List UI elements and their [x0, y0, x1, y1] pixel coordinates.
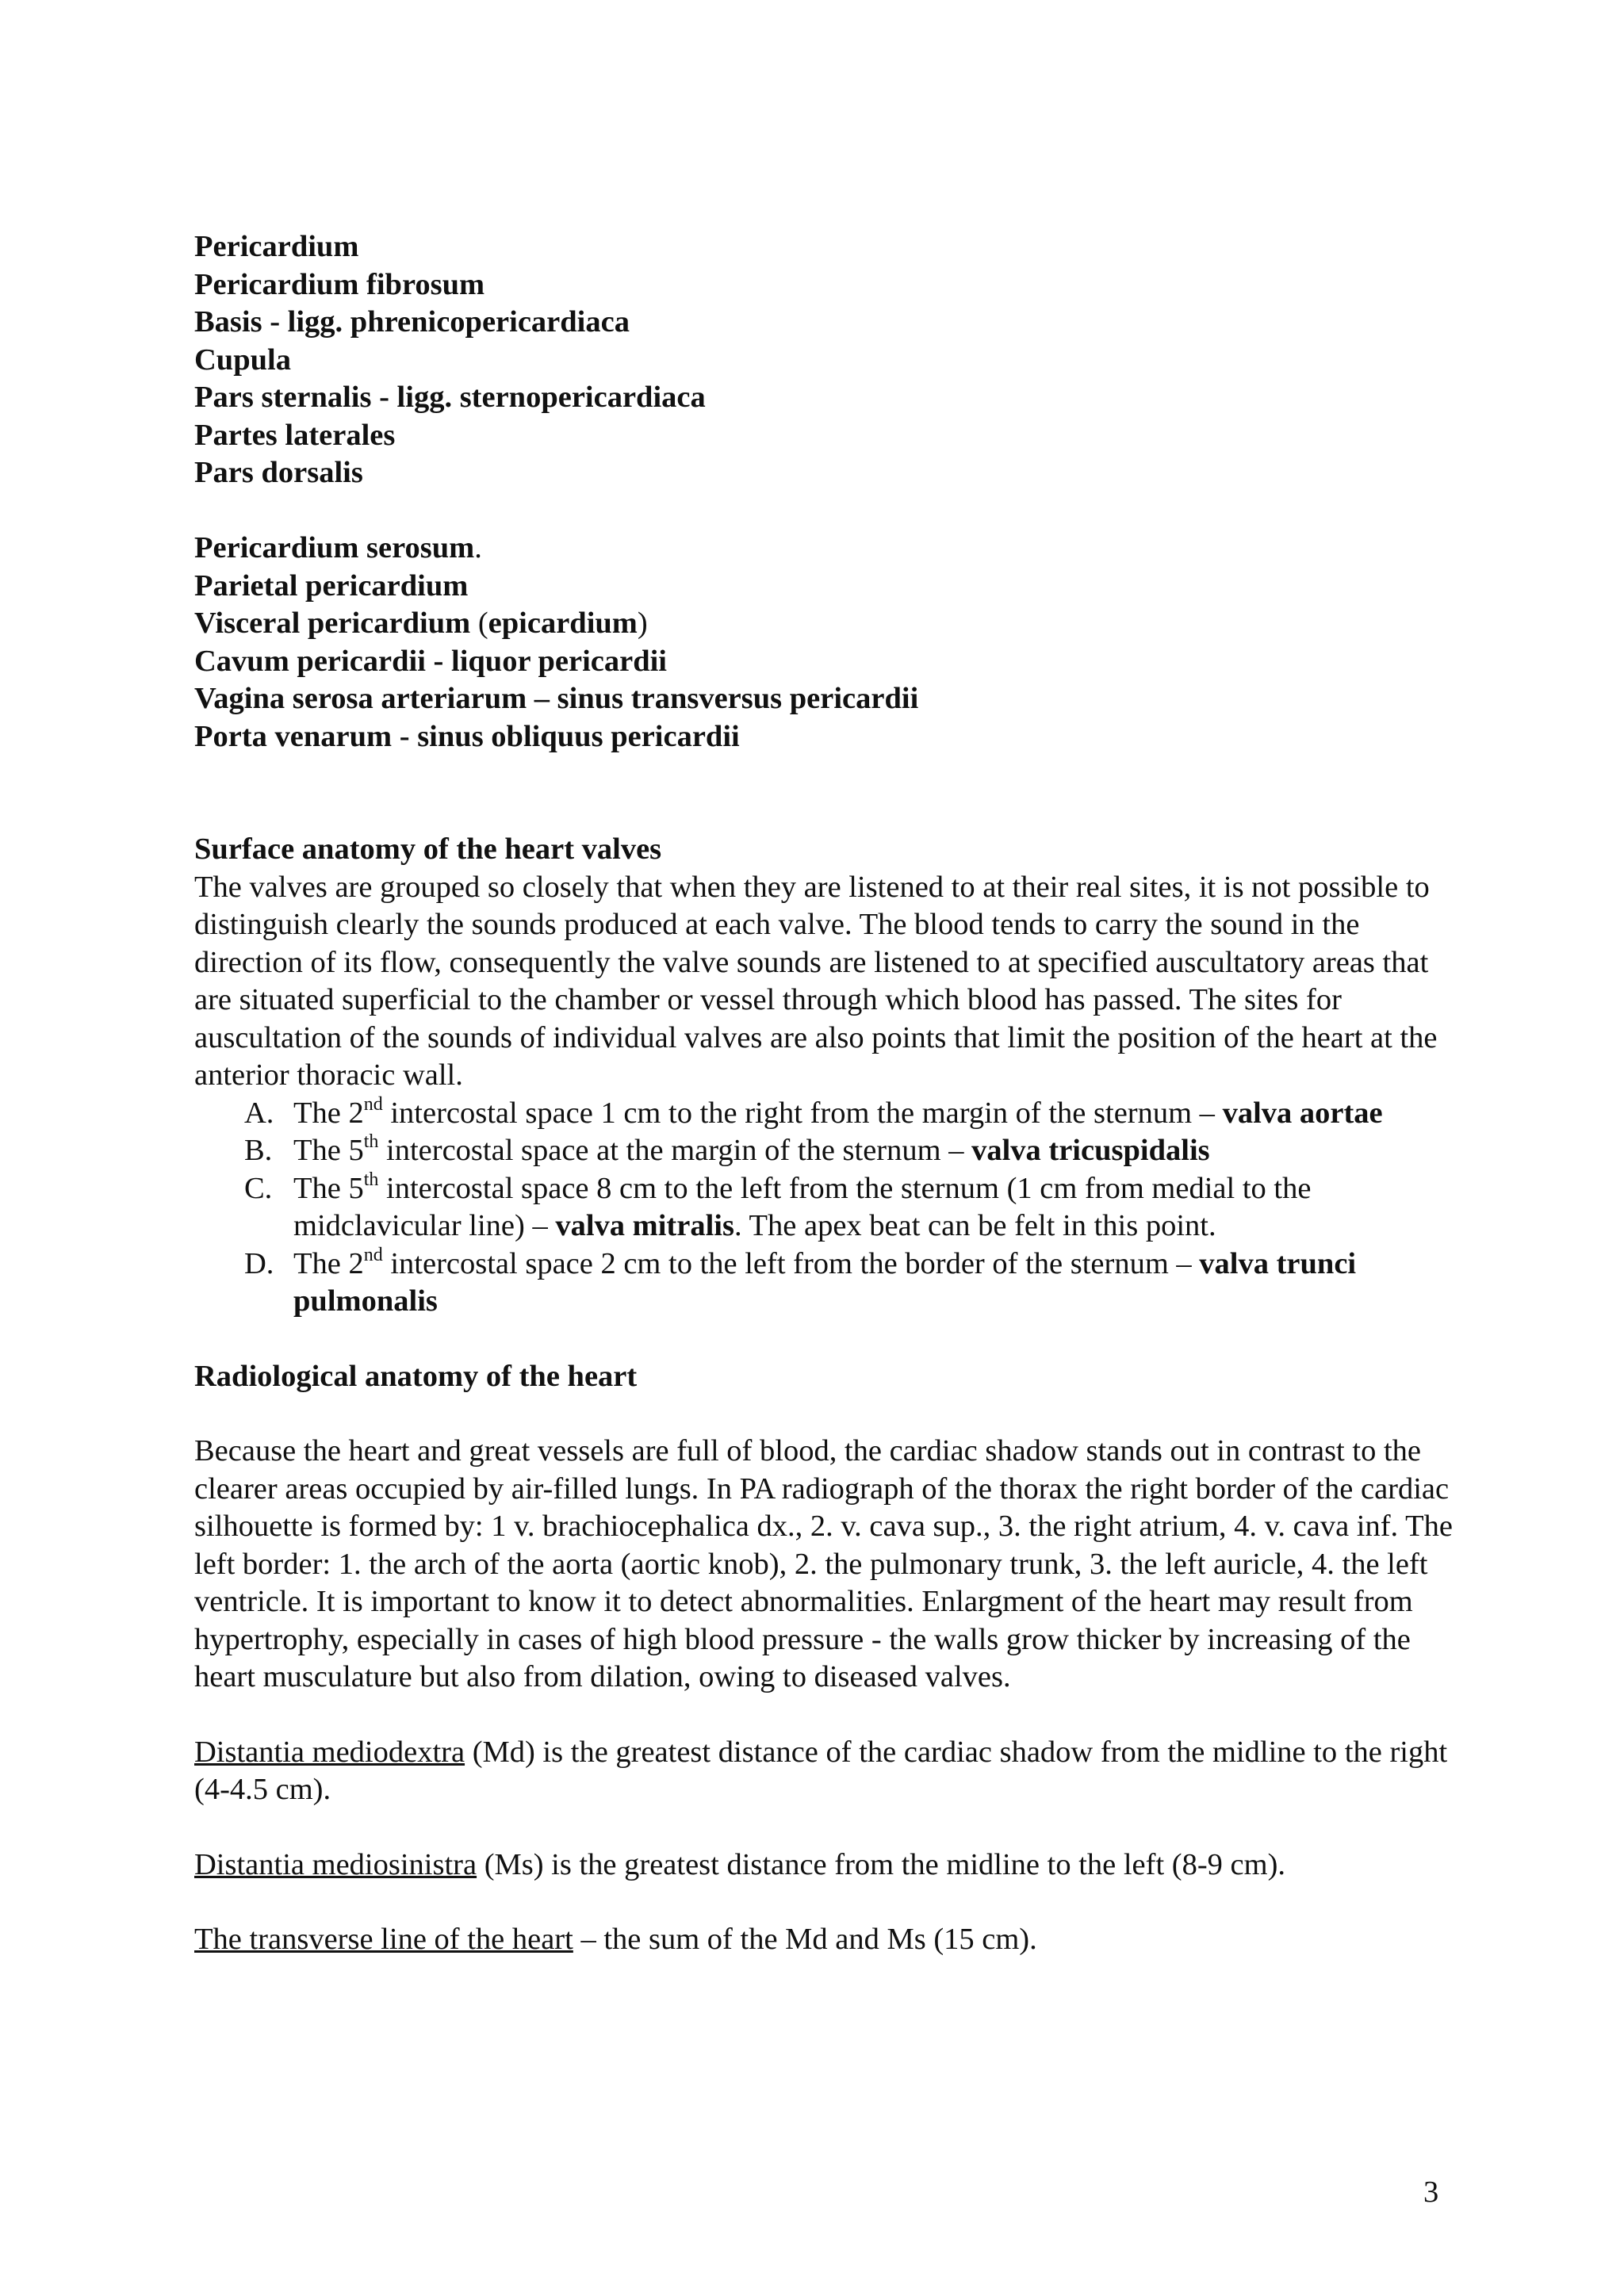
transverse-line-text: – the sum of the Md and Ms (15 cm).	[573, 1923, 1037, 1956]
ms-text: (Ms) is the greatest distance from the midline to the left (8-9 cm).	[477, 1847, 1286, 1881]
valve-list	[194, 1095, 1455, 1321]
visceral-pericardium: Visceral pericardium	[194, 607, 471, 640]
list-marker: C.	[244, 1171, 273, 1205]
serosum-item: Porta venarum - sinus obliquus pericardii	[194, 719, 740, 753]
transverse-line-term: The transverse line of the heart	[194, 1923, 573, 1956]
radiological-paragraph: Because the heart and great vessels are full of blood, the cardiac shadow stands out in contrast to the clearer areas occupied by air-filled lungs. In PA radiograph of the thorax the right border of the cardiac silhouette is formed by: 1 v. brachiocephalica dx., 2. v. cava sup., 3. the right atrium, 4. v. cava inf. The left border: 1. the arch of the aorta (aortic knob), 2. the pulmonary trunk, 3. the left auricle, 4. the left ventricle. It is important to know it to detect abnormalities. Enlargment of the heart may result from hypertrophy, especially in cases of high blood pressure - the walls grow thicker by increasing of the heart musculature but also from dilation, owing to diseased valves.	[194, 1434, 1453, 1693]
ordinal-suffix: nd	[363, 1093, 383, 1115]
item-text: intercostal space at the margin of the sternum –	[378, 1134, 972, 1167]
item-text: intercostal space 1 cm to the right from the margin of the sternum –	[382, 1096, 1223, 1130]
fibrosum-item: Cupula	[194, 342, 291, 377]
radiological-anatomy-section	[194, 1358, 1455, 1959]
md-paragraph	[194, 1734, 1455, 1809]
page-content	[194, 228, 1455, 1959]
ms-paragraph	[194, 1846, 1455, 1885]
valve-list-item	[194, 1095, 1455, 1133]
serosum-period: .	[474, 531, 482, 564]
fibrosum-item: Partes laterales	[194, 418, 396, 452]
serosum-item: Vagina serosa arteriarum – sinus transversus pericardii	[194, 682, 919, 715]
valve-list-item	[194, 1170, 1455, 1246]
valve-name: valva aortae	[1222, 1096, 1383, 1130]
list-marker: A.	[244, 1096, 274, 1130]
item-text: . The apex beat can be felt in this point.	[733, 1209, 1216, 1242]
pericardium-section	[194, 228, 1455, 492]
fibrosum-item: Pars sternalis - ligg. sternopericardiaca	[194, 381, 706, 414]
surface-anatomy-section	[194, 831, 1455, 1321]
surface-anatomy-heading: Surface anatomy of the heart valves	[194, 832, 662, 866]
pericardium-serosum-title: Pericardium serosum	[194, 531, 475, 564]
valve-name: valva trunci pulmonalis	[293, 1246, 1357, 1318]
pericardium-fibrosum-title: Pericardium fibrosum	[194, 267, 485, 301]
transverse-line-paragraph	[194, 1921, 1455, 1959]
parietal-pericardium: Parietal pericardium	[194, 568, 469, 603]
md-term: Distantia mediodextra	[194, 1735, 465, 1769]
fibrosum-item: Pars dorsalis	[194, 456, 363, 489]
surface-anatomy-paragraph: The valves are grouped so closely that when they are listened to at their real sites, it is not possible to distinguish clearly the sounds produced at each valve. The blood tends to carry the sound in the direction of its flow, consequently the valve sounds are listened to at specified auscultatory areas that are situated superficial to the chamber or vessel through which blood has passed. The sites for auscultation of the sounds of individual valves are also points that limit the position of the heart at the anterior thoracic wall.	[194, 870, 1438, 1092]
pericardium-serosum-title-line	[194, 530, 1455, 568]
item-text: intercostal space 2 cm to the left from the border of the sternum –	[382, 1246, 1200, 1280]
pericardium-serosum-section	[194, 530, 1455, 756]
visceral-open-paren: (	[470, 607, 488, 640]
ordinal-suffix: th	[363, 1131, 379, 1153]
ms-term: Distantia mediosinistra	[194, 1847, 477, 1881]
item-text: The 2	[293, 1246, 364, 1280]
item-text: intercostal space 8 cm to the left from the sternum (1 cm from medial to the midclavicular line) –	[293, 1171, 1312, 1242]
epicardium: epicardium	[488, 607, 638, 640]
valve-list-item	[194, 1132, 1455, 1170]
serosum-item: Cavum pericardii - liquor pericardii	[194, 644, 667, 678]
fibrosum-item: Basis - ligg. phrenicopericardiaca	[194, 305, 630, 339]
valve-list-item	[194, 1246, 1455, 1321]
md-text: (Md) is the greatest distance of the cardiac shadow from the midline to the right (4-4.5 cm).	[194, 1735, 1448, 1806]
page-number: 3	[1423, 2175, 1439, 2209]
item-text: The 5	[293, 1134, 364, 1167]
visceral-pericardium-line	[194, 605, 1455, 643]
radiological-anatomy-heading: Radiological anatomy of the heart	[194, 1359, 638, 1393]
list-marker: B.	[244, 1134, 273, 1167]
item-text: The 5	[293, 1171, 364, 1205]
ordinal-suffix: nd	[363, 1244, 383, 1265]
ordinal-suffix: th	[363, 1169, 379, 1190]
valve-name: valva mitralis	[555, 1209, 734, 1242]
list-marker: D.	[244, 1246, 274, 1280]
pericardium-title: Pericardium	[194, 230, 359, 263]
valve-name: valva tricuspidalis	[971, 1134, 1210, 1167]
visceral-close-paren: )	[637, 607, 648, 640]
item-text: The 2	[293, 1096, 364, 1130]
